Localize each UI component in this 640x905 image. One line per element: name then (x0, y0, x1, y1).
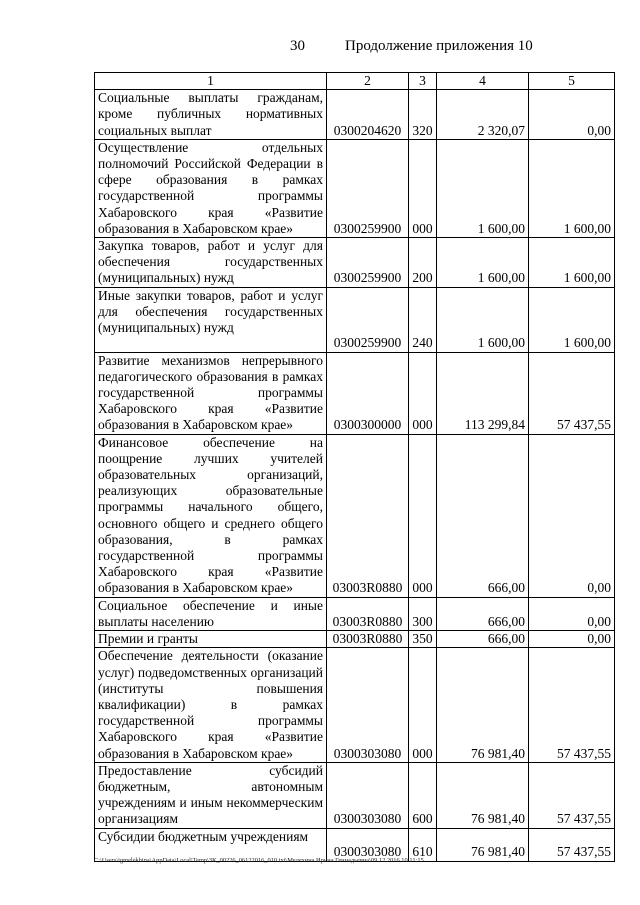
row-expense-type: 240 (409, 287, 437, 352)
row-amount-2017: 1 600,00 (529, 238, 615, 288)
row-amount-2016: 1 600,00 (437, 238, 529, 288)
row-expense-type: 000 (409, 139, 437, 237)
column-header-5: 5 (529, 73, 615, 90)
table-row (95, 352, 615, 434)
row-target-code: 0300303080 (327, 828, 409, 861)
row-target-code: 0300259900 (327, 139, 409, 237)
row-amount-2017: 0,00 (529, 434, 615, 597)
row-target-code: 03003R0880 (327, 434, 409, 597)
budget-table (94, 72, 615, 862)
table-header-row (95, 73, 615, 90)
row-target-code: 0300303080 (327, 762, 409, 828)
row-expense-type: 000 (409, 648, 437, 762)
row-expense-type: 000 (409, 352, 437, 434)
row-expense-type: 350 (409, 631, 437, 648)
table-row (95, 139, 615, 237)
row-target-code: 0300259900 (327, 287, 409, 352)
row-amount-2016: 666,00 (437, 631, 529, 648)
row-expense-type: 320 (409, 90, 437, 140)
row-amount-2016: 2 320,07 (437, 90, 529, 140)
row-expense-type: 610 (409, 828, 437, 861)
row-name: Осуществление отдельных полномочий Российской Федерации в сфере образования в рамках государственной программы Хабаровского края «Развитие образования в Хабаровском крае» (95, 139, 327, 237)
table-row (95, 287, 615, 352)
column-header-1: 1 (95, 73, 327, 90)
row-target-code: 0300259900 (327, 238, 409, 288)
row-amount-2017: 57 437,55 (529, 828, 615, 861)
row-amount-2017: 1 600,00 (529, 287, 615, 352)
row-amount-2017: 57 437,55 (529, 762, 615, 828)
row-amount-2016: 76 981,40 (437, 828, 529, 861)
column-header-2: 2 (327, 73, 409, 90)
row-amount-2016: 1 600,00 (437, 287, 529, 352)
row-amount-2017: 1 600,00 (529, 139, 615, 237)
row-expense-type: 000 (409, 434, 437, 597)
table-row (95, 238, 615, 288)
appendix-label: Продолжение приложения 10 (345, 38, 533, 54)
row-target-code: 0300303080 (327, 648, 409, 762)
row-name: Финансовое обеспечение на поощрение лучших учителей образовательных организаций, реализующих образовательные программы начального общего, основного общего и среднего общего образования, в рамках государственной программы Хабаровского края «Развитие образования в Хабаровском крае» (95, 434, 327, 597)
row-amount-2017: 57 437,55 (529, 648, 615, 762)
row-expense-type: 600 (409, 762, 437, 828)
row-target-code: 03003R0880 (327, 631, 409, 648)
row-amount-2017: 0,00 (529, 631, 615, 648)
row-amount-2017: 0,00 (529, 90, 615, 140)
row-amount-2016: 76 981,40 (437, 648, 529, 762)
footer-file-path: C:\Users\igmelekhina\AppData\Local\Temp\ЗК_00226_06122016_010.txt\Мелехина Ирина Геннадьевна\09.12.2016 10:11:15 (94, 857, 424, 864)
row-expense-type: 300 (409, 597, 437, 630)
row-name: Закупка товаров, работ и услуг для обеспечения государственных (муниципальных) нужд (95, 238, 327, 288)
row-target-code: 0300204620 (327, 90, 409, 140)
row-name: Развитие механизмов непрерывного педагогического образования в рамках государственной программы Хабаровского края «Развитие образования в Хабаровском крае» (95, 352, 327, 434)
row-amount-2016: 113 299,84 (437, 352, 529, 434)
table-row (95, 631, 615, 648)
row-name: Обеспечение деятельности (оказание услуг) подведомственных организаций (институты повышения квалификации) в рамках государственной программы Хабаровского края «Развитие образования в Хабаровском крае» (95, 648, 327, 762)
row-name: Субсидии бюджетным учреждениям (95, 828, 327, 861)
row-name: Социальное обеспечение и иные выплаты населению (95, 597, 327, 630)
row-name: Иные закупки товаров, работ и услуг для обеспечения государственных (муниципальных) нужд (95, 287, 327, 352)
column-header-4: 4 (437, 73, 529, 90)
table-row (95, 648, 615, 762)
row-target-code: 0300300000 (327, 352, 409, 434)
row-amount-2017: 0,00 (529, 597, 615, 630)
page-number: 30 (290, 38, 305, 54)
row-name: Предоставление субсидий бюджетным, автономным учреждениям и иным некоммерческим организациям (95, 762, 327, 828)
row-name: Премии и гранты (95, 631, 327, 648)
column-header-3: 3 (409, 73, 437, 90)
row-amount-2016: 666,00 (437, 597, 529, 630)
row-amount-2016: 666,00 (437, 434, 529, 597)
table-row (95, 434, 615, 597)
row-amount-2016: 1 600,00 (437, 139, 529, 237)
row-name: Социальные выплаты гражданам, кроме публичных нормативных социальных выплат (95, 90, 327, 140)
row-amount-2017: 57 437,55 (529, 352, 615, 434)
row-target-code: 03003R0880 (327, 597, 409, 630)
table-row (95, 762, 615, 828)
row-expense-type: 200 (409, 238, 437, 288)
table-row (95, 90, 615, 140)
table-row (95, 597, 615, 630)
row-amount-2016: 76 981,40 (437, 762, 529, 828)
